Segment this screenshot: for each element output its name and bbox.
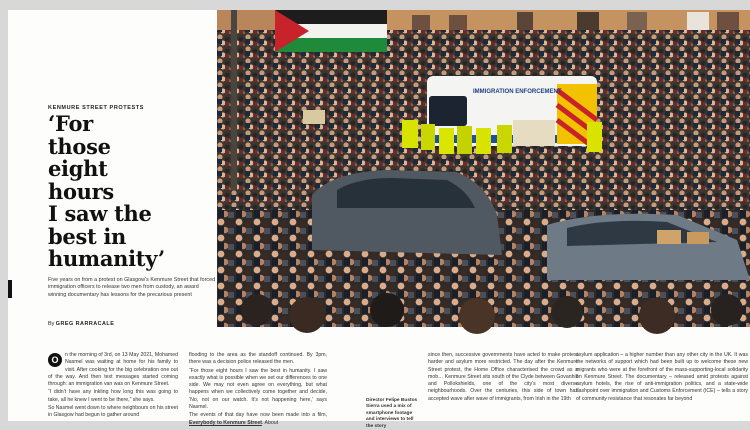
headline-line: those (48, 133, 111, 159)
article-standfirst: Five years on from a protest on Glasgow’s Kenmure Street that forced immigration officers to release two men from custody, an award winning documentary has lessons for the precarious present (48, 277, 216, 298)
body-column-1 (48, 352, 178, 421)
svg-text:IMMIGRATION ENFORCEMENT: IMMIGRATION ENFORCEMENT (473, 89, 562, 95)
body-paragraph: The events of that day have now been made into a film, Everybody to Kenmure Street. About (189, 412, 327, 426)
headline-line: hours (48, 178, 114, 204)
car-shape (312, 170, 502, 255)
drop-cap: O (48, 353, 62, 367)
body-paragraph: since then, successive governments have acted to make protest harder and asylum more restricted. The day after the Kenmure Street protest, the Home Office characterised the crowd as a mob… Kenmure Street sits south of the Clyde between Govanhill and Pollokshields, one of the city’s most diverse neighbourhoods. Over the centuries, this side of town has accepted wave after wave of immigrants, from Irish in the 19th (428, 352, 578, 402)
flag-shape (275, 10, 387, 52)
headline-line: I saw the (48, 201, 152, 226)
article-kicker: KENMURE STREET PROTESTS (48, 105, 145, 111)
body-paragraph: So Nasmel went down to where neighbours on his street in Glasgow had begun to gather around (48, 405, 178, 419)
photo-caption: Director Felipe Bustos Sierra used a mix of smartphone footage and interviews to tell the story (366, 398, 418, 429)
protest-photo (217, 10, 750, 327)
article-headline (48, 113, 223, 271)
page-edge-marker (8, 280, 12, 298)
body-paragraph: O n the morning of 3rd, on 13 May 2021, Mohamed Nasmel was waiting at home for his family to visit. After cooking for the big celebration one out of the way. And then text messages started coming through: an immigration van was on Kenmure Street. (48, 352, 178, 388)
headline-line: eight (48, 156, 108, 181)
film-title-link[interactable]: Everybody to Kenmure Street (189, 419, 262, 426)
byline-prefix: By (48, 321, 55, 327)
body-paragraph: flooding to the area as the standoff continued. By 3pm, there was a decision police released the men. (189, 352, 327, 366)
body-paragraph: “For those eight hours I saw the best in humanity. I saw exactly what is possible when we set our differences to one side. We may not even agree on everything, but what happens when we collectively come together and decide, ‘No, not on our watch. It’s not happening here,’ says Nasmel. (189, 367, 327, 411)
headline-line: humanity’ (48, 246, 165, 271)
headline-line: ‘For (48, 111, 93, 136)
body-column-2 (189, 352, 327, 428)
body-paragraph: asylum application – a higher number than any other city in the UK. It was the networks of support which had been built up to welcome these new migrants who were at the forefront of the mass-supporting-local solidarity on Kenmure Street. The documentary – released amid protests against asylum hotels, the rise of anti-immigration politics, and a state-wide flashpoint over immigration and Customs Enforcement (ICE) – tells a story of community resistance that resonates far beyond (576, 352, 748, 402)
article-byline (48, 321, 114, 327)
byline-author: GREG RARRACALE (55, 321, 115, 327)
body-column-4 (576, 352, 748, 404)
headline-line: best in (48, 223, 127, 249)
magazine-spread (8, 10, 750, 429)
body-column-3 (428, 352, 578, 404)
body-paragraph: “I didn’t have any inkling how long this was going to take, all he knew I went to be there,” she says. (48, 389, 178, 403)
